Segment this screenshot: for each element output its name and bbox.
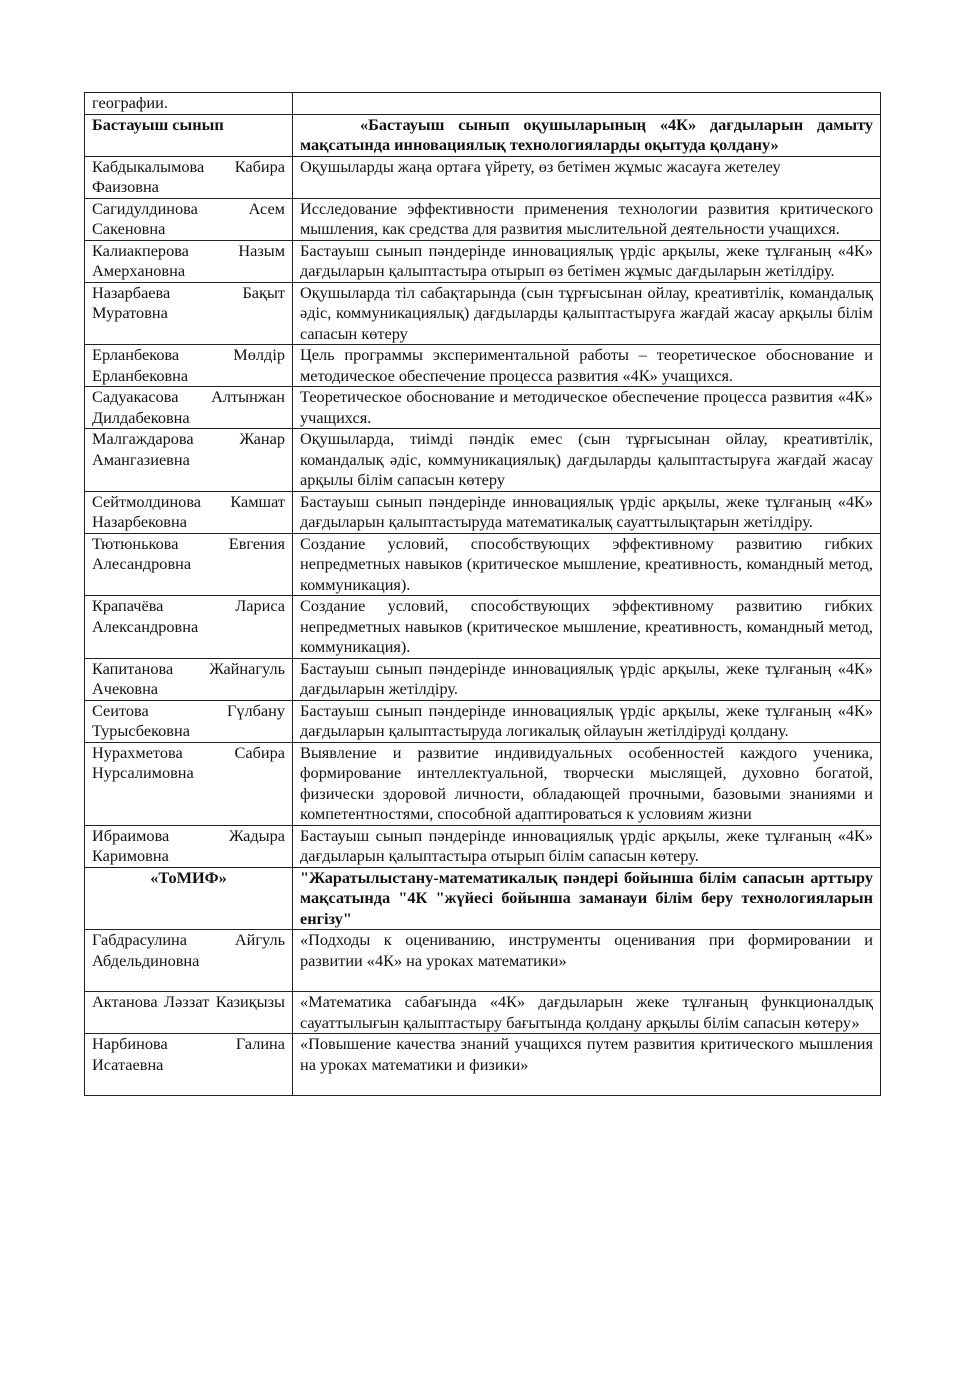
research-topic: Бастауыш сынып пәндерінде инновациялық үрдіс арқылы, жеке тұлғаның «4К» дағдыларын қалыптастыра отырып білім сапасын көтеру. <box>293 825 881 867</box>
section-topic: "Жаратылыстану-математикалық пәндері бойынша білім сапасын арттыру мақсатында "4К "жүйесі бойынша заманауи білім беру технологияларын енгізу" <box>293 867 881 930</box>
research-topic: Создание условий, способствующих эффективному развитию гибких непредметных навыков (критическое мышление, креативность, командный метод, коммуникация). <box>293 596 881 659</box>
table-row <box>85 658 881 700</box>
research-topic: Бастауыш сынып пәндерінде инновациялық үрдіс арқылы, жеке тұлғаның «4К» дағдыларын жетілдіру. <box>293 658 881 700</box>
teacher-name: Ерланбекова Мөлдір Ерланбековна <box>85 345 293 387</box>
research-topic: Теоретическое обоснование и методическое обеспечение процесса развития «4К» учащихся. <box>293 387 881 429</box>
teacher-name: Сагидулдинова Асем Сакеновна <box>85 198 293 240</box>
table-row <box>85 491 881 533</box>
table-row <box>85 198 881 240</box>
research-topic: «Подходы к оцениванию, инструменты оценивания при формировании и развитии «4К» на уроках математики» <box>293 930 881 992</box>
research-topic: Оқушыларда, тиімді пәндік емес (сын тұрғысынан ойлау, креативтілік, командалық әдіс, коммуникациялық) дағдыларды қалыптастыруға жағдай жасау арқылы білім сапасын көтеру <box>293 429 881 492</box>
teacher-name: Актанова Ләззат Казиқызы <box>85 992 293 1034</box>
section-topic: «Бастауыш сынып оқушыларының «4К» дағдыларын дамыту мақсатында инновациялық технологияларды оқытуда қолдану» <box>293 114 881 156</box>
section-header-row <box>85 114 881 156</box>
table-row <box>85 700 881 742</box>
cell-right <box>293 93 881 115</box>
teacher-name: Габдрасулина Айгуль Абдельдиновна <box>85 930 293 992</box>
section-title: Бастауыш сынып <box>85 114 293 156</box>
table-row <box>85 429 881 492</box>
table-row <box>85 156 881 198</box>
research-topic: Оқушыларды жаңа ортаға үйрету, өз бетімен жұмыс жасауға жетелеу <box>293 156 881 198</box>
table-row <box>85 742 881 825</box>
teacher-name: Малгаждарова Жанар Амангазиевна <box>85 429 293 492</box>
table-row <box>85 345 881 387</box>
research-topic: «Повышение качества знаний учащихся путем развития критического мышления на уроках математики и физики» <box>293 1034 881 1096</box>
table-row <box>85 387 881 429</box>
teacher-name: Калиакперова Назым Амерхановна <box>85 240 293 282</box>
table-row <box>85 533 881 596</box>
table-row <box>85 930 881 992</box>
teacher-name: Сеитова Гүлбану Турысбековна <box>85 700 293 742</box>
table-row <box>85 1034 881 1096</box>
cell-left: географии. <box>85 93 293 115</box>
table-row <box>85 282 881 345</box>
research-topic: Оқушыларда тіл сабақтарында (сын тұрғысынан ойлау, креативтілік, командалық әдіс, коммуникациялық) дағдыларды қалыптастыруға жағдай жасау арқылы білім сапасын көтеру <box>293 282 881 345</box>
research-topic: Цель программы экспериментальной работы – теоретическое обоснование и методическое обеспечение процесса развития «4К» учащихся. <box>293 345 881 387</box>
table-row <box>85 825 881 867</box>
research-topic: Бастауыш сынып пәндерінде инновациялық үрдіс арқылы, жеке тұлғаның «4К» дағдыларын қалыптастыруда математикалық сауаттылықтарын жетілдіру. <box>293 491 881 533</box>
teacher-name: Нарбинова Галина Исатаевна <box>85 1034 293 1096</box>
teacher-name: Садуакасова Алтынжан Дилдабековна <box>85 387 293 429</box>
teacher-name: Сейтмолдинова Камшат Назарбековна <box>85 491 293 533</box>
section-title: «ТоМИФ» <box>85 867 293 930</box>
table-row <box>85 93 881 115</box>
teacher-name: Нурахметова Сабира Нурсалимовна <box>85 742 293 825</box>
research-topic: Исследование эффективности применения технологии развития критического мышления, как средства для развития мыслительной деятельности учащихся. <box>293 198 881 240</box>
teacher-name: Тютюнькова Евгения Алесандровна <box>85 533 293 596</box>
teacher-name: Кабдыкалымова Кабира Фаизовна <box>85 156 293 198</box>
table-row <box>85 992 881 1034</box>
section-header-row <box>85 867 881 930</box>
teacher-name: Капитанова Жайнагуль Ачековна <box>85 658 293 700</box>
table-row <box>85 240 881 282</box>
plan-table <box>84 92 881 1096</box>
research-topic: Бастауыш сынып пәндерінде инновациялық үрдіс арқылы, жеке тұлғаның «4К» дағдыларын қалыптастыра отырып өз бетімен жұмыс дағдыларын жетілдіру. <box>293 240 881 282</box>
research-topic: Выявление и развитие индивидуальных особенностей каждого ученика, формирование интеллектуальной, творчески мыслящей, духовно богатой, физически здоровой личности, обладающей прочными, базовыми знаниями и компетентностями, способной адаптироваться к условиям жизни <box>293 742 881 825</box>
teacher-name: Крапачёва Лариса Александровна <box>85 596 293 659</box>
teacher-name: Назарбаева Бақыт Муратовна <box>85 282 293 345</box>
research-topic: Бастауыш сынып пәндерінде инновациялық үрдіс арқылы, жеке тұлғаның «4К» дағдыларын қалыптастыруда логикалық ойлауын жетілдіруді қолдану. <box>293 700 881 742</box>
teacher-name: Ибраимова Жадыра Каримовна <box>85 825 293 867</box>
table-row <box>85 596 881 659</box>
research-topic: «Математика сабағында «4К» дағдыларын жеке тұлғаның функционалдық сауаттылығын қалыптастыру бағытында қолдану арқылы білім сапасын көтеру» <box>293 992 881 1034</box>
research-topic: Создание условий, способствующих эффективному развитию гибких непредметных навыков (критическое мышление, креативность, командный метод, коммуникация). <box>293 533 881 596</box>
